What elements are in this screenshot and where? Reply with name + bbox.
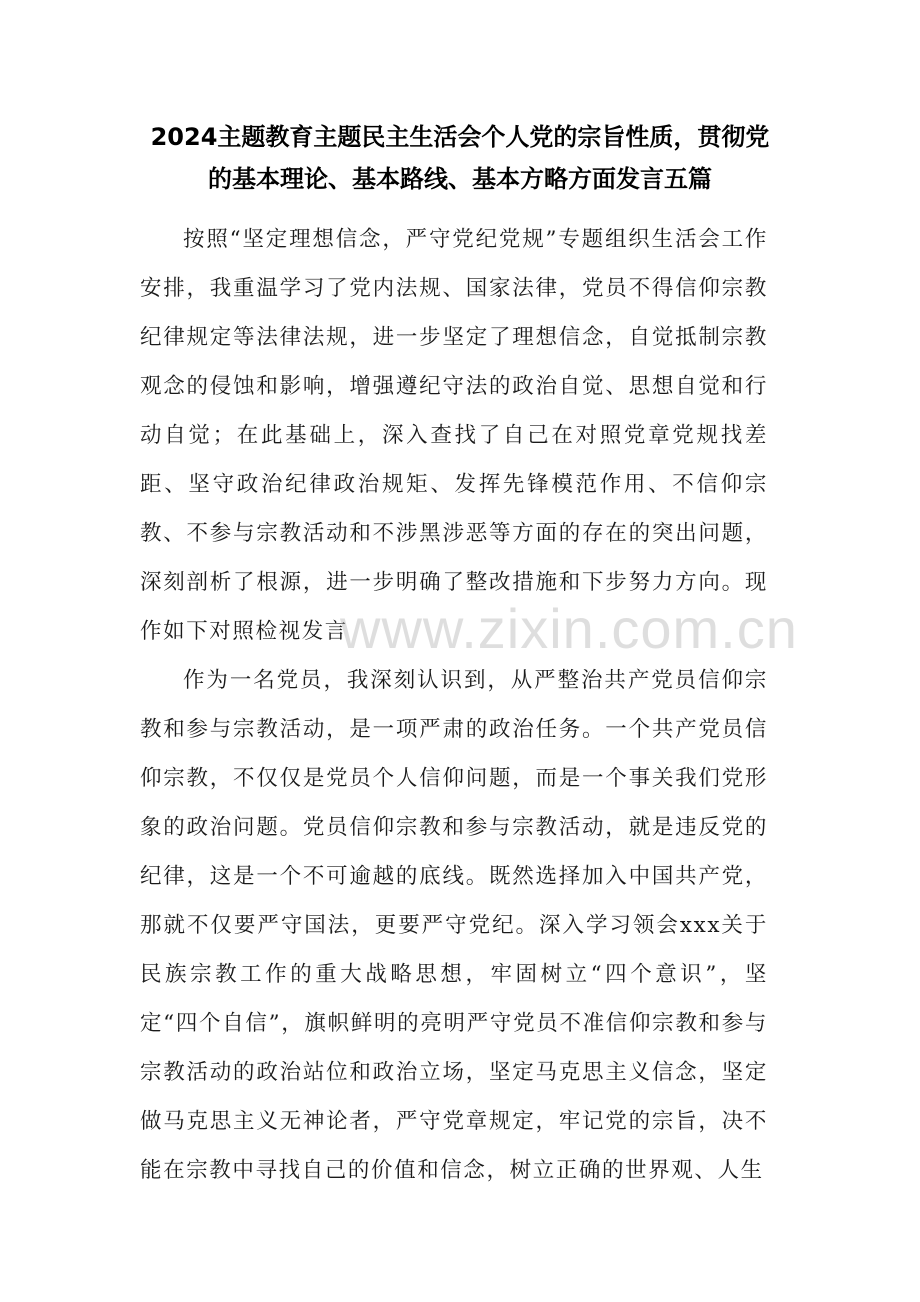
document-title: 2024主题教育主题民主生活会个人党的宗旨性质，贯彻党的基本理论、基本路线、基本方略方面发言五篇 [150, 123, 770, 193]
body-paragraph-1: 按照“坚定理想信念，严守党纪党规”专题组织生活会工作安排，我重温学习了党内法规、国家法律，党员不得信仰宗教纪律规定等法律法规，进一步坚定了理想信念，自觉抵制宗教观念的侵蚀和影响，增强遵纪守法的政治自觉、思想自觉和行动自觉；在此基础上，深入查找了自己在对照党章党规找差距、坚守政治纪律政治规矩、发挥先锋模范作用、不信仰宗教、不参与宗教活动和不涉黑涉恶等方面的存在的突出问题，深刻剖析了根源，进一步明确了整改措施和下步努力方向。现作如下对照检视发言 [140, 227, 768, 644]
body-paragraph-2: 作为一名党员，我深刻认识到，从严整治共产党员信仰宗教和参与宗教活动，是一项严肃的政治任务。一个共产党员信仰宗教，不仅仅是党员个人信仰问题，而是一个事关我们党形象的政治问题。党员信仰宗教和参与宗教活动，就是违反党的纪律，这是一个不可逾越的底线。既然选择加入中国共产党，那就不仅要严守国法，更要严守党纪。深入学习领会xxx关于民族宗教工作的重大战略思想，牢固树立“四个意识”，坚定“四个自信”，旗帜鲜明的亮明严守党员不准信仰宗教和参与宗教活动的政治站位和政治立场，坚定马克思主义信念，坚定做马克思主义无神论者，严守党章规定，牢记党的宗旨，决不能在宗教中寻找自己的价值和信念，树立正确的世界观、人生 [140, 668, 768, 1183]
watermark: www.zixin.com.cn [340, 597, 798, 660]
